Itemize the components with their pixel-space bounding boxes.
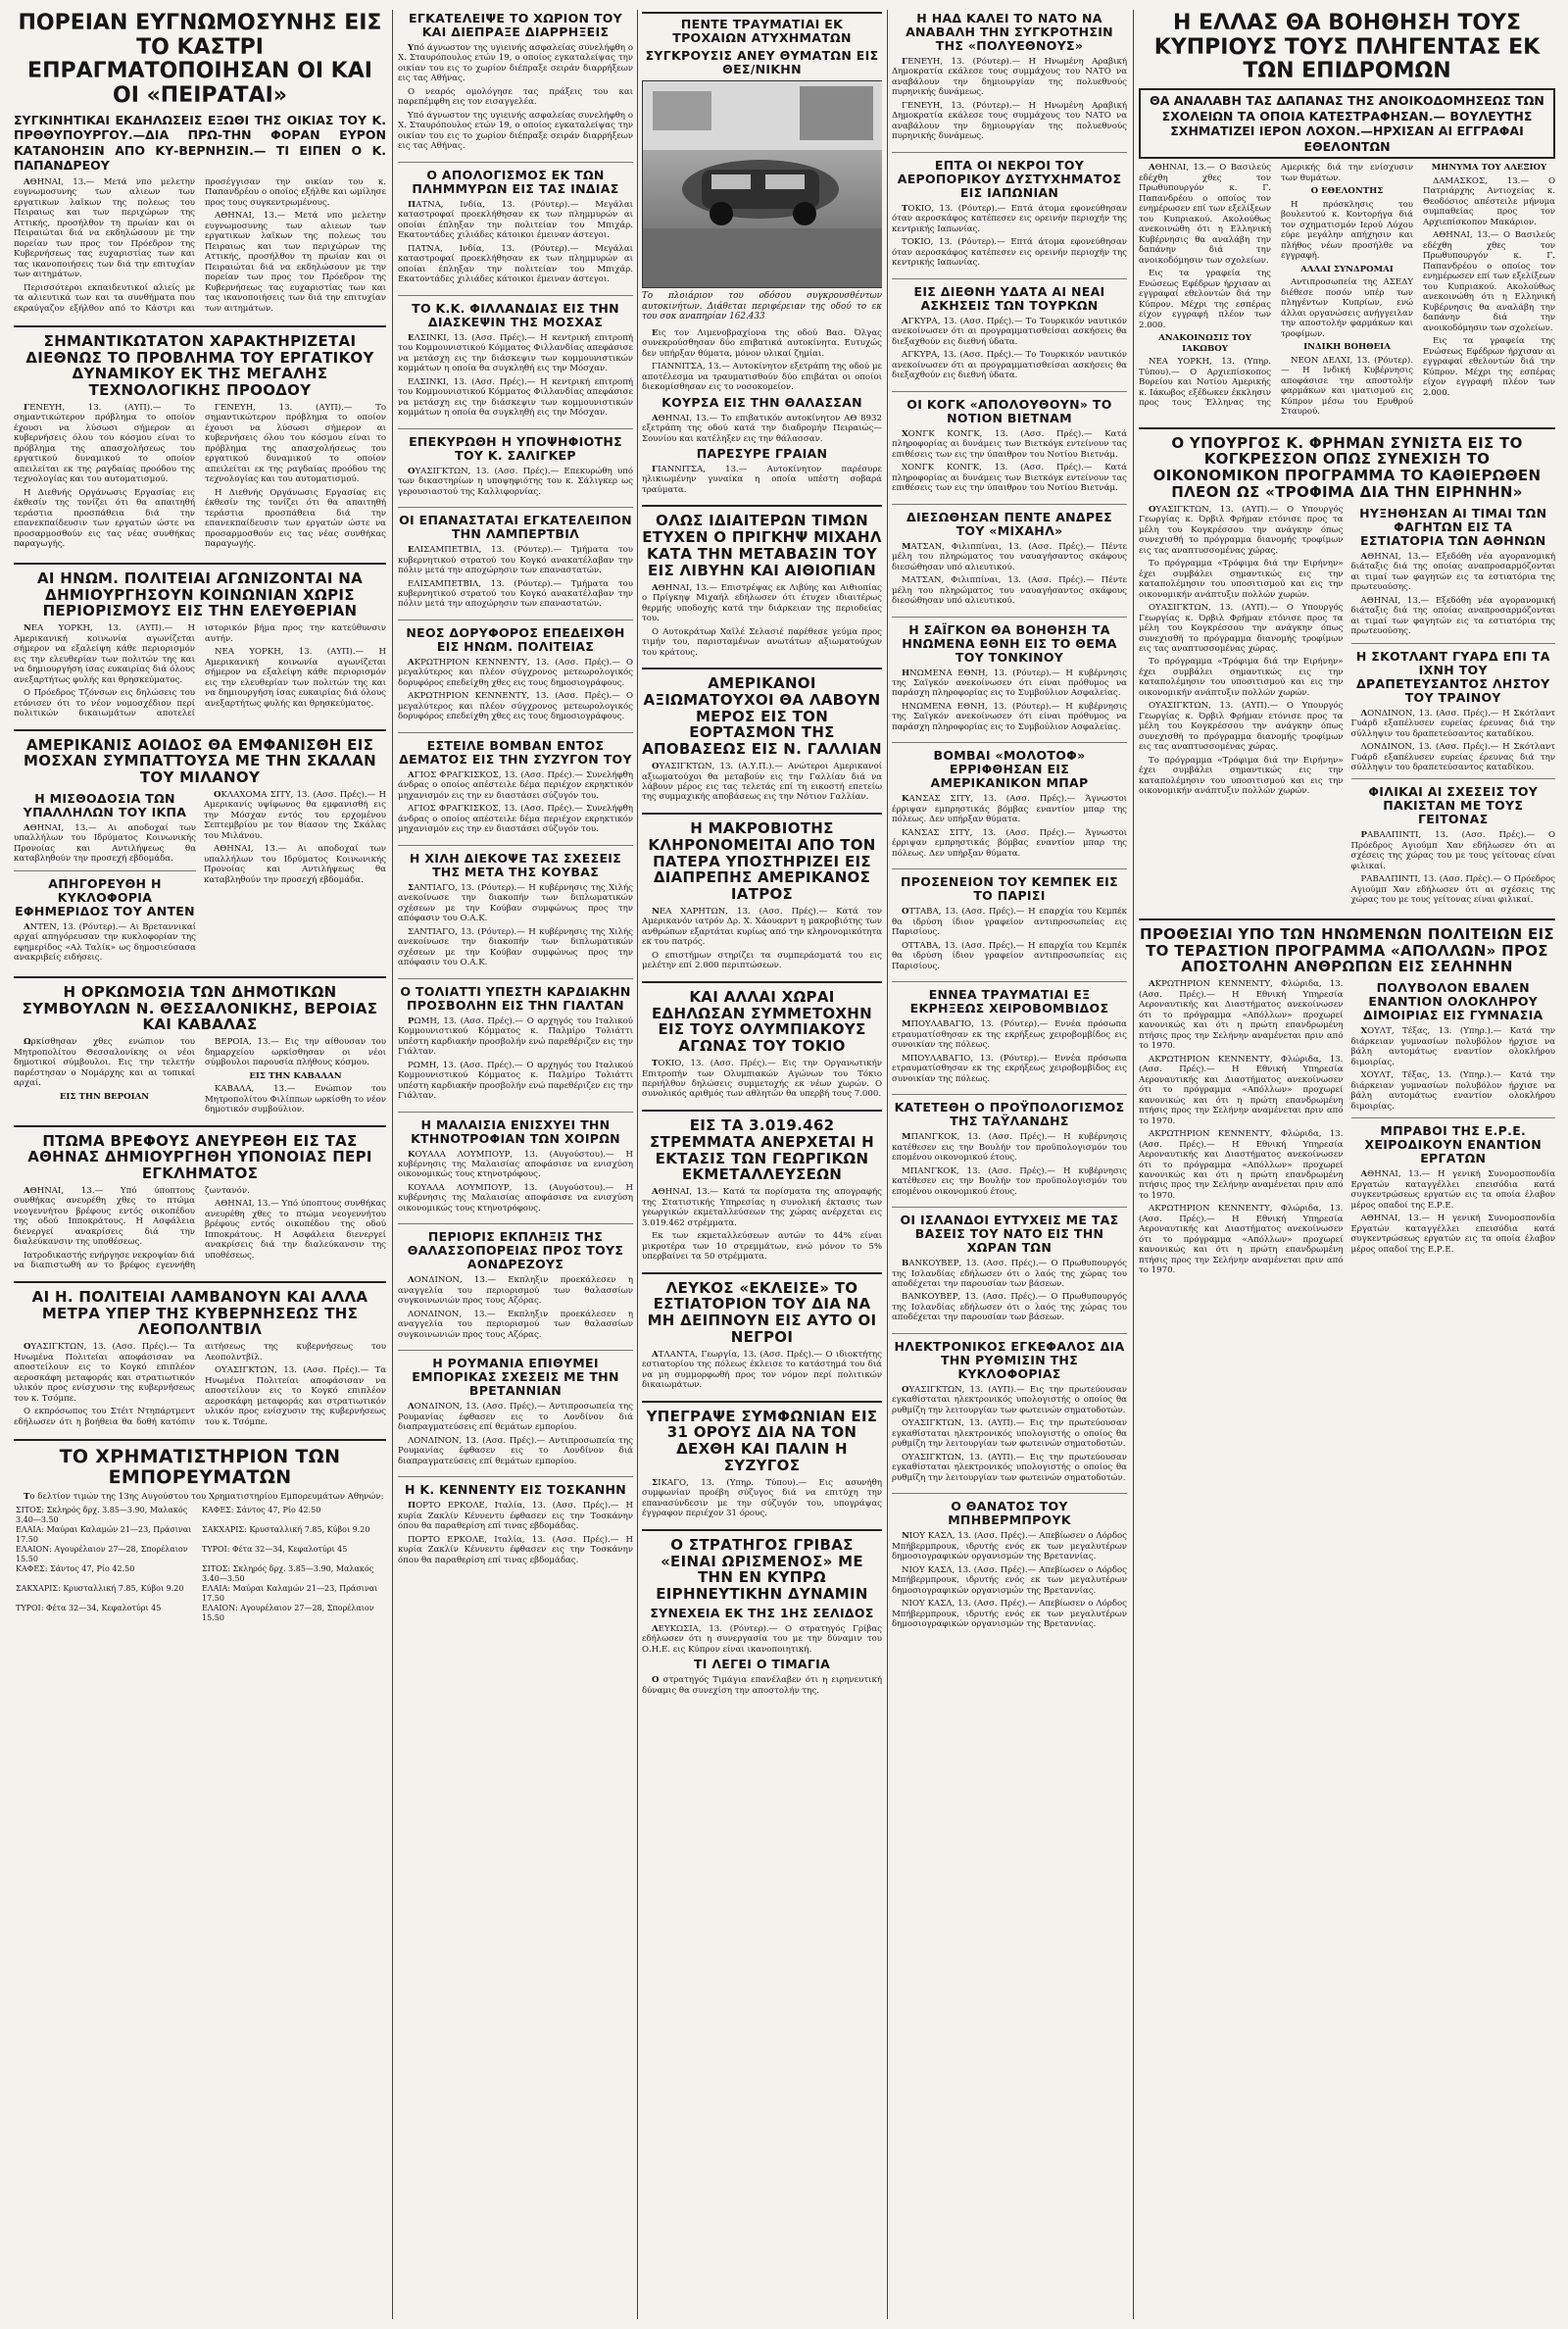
article-malaysia: Η ΜΑΛΑΙΣΙΑ ΕΝΙΣΧΥΕΙ ΤΗΝ ΚΤΗΝΟΤΡΟΦΙΑΝ ΤΩΝ ΧΟΙΡΩΝ ΚΟΥΑΛΑ ΛΟΥΜΠΟΥΡ, 13. (Αυγούστου).— Η κυβέρνησις της Μαλαισίας αποφάσισε να ενισχύση οικονομικώς τους κτηνοτρόφους. ΚΟΥΑΛΑ ΛΟΥΜΠΟΥΡ, 13. (Αυγούστου).— Η κυβέρνησις της Μαλαισίας αποφάσισε να ενισχύση οικονομικώς τους κτηνοτρόφους. — [398, 1116, 633, 1214]
headline: ΒΟΜΒΑΙ «ΜΟΛΟΤΟΦ» ΕΡΡΙΦΘΗΣΑΝ ΕΙΣ ΑΜΕΡΙΚΑΝΙΚΟΝ ΜΠΑΡ — [930, 748, 1089, 791]
headline: ΠΕΝΤΕ ΤΡΑΥΜΑΤΙΑΙ ΕΚ ΤΡΟΧΑΙΩΝ ΑΤΥΧΗΜΑΤΩΝ — [642, 12, 882, 45]
article-body: Ωρκίσθησαν χθες ενώπιον του Μητροπολίτου Θεσσαλονίκης οι νέοι δημοτικοί σύμβουλοι. Εις την τελετήν παρέστησαν ο Νομάρχης και αι τοπικαί αρχαί. ΕΙΣ ΤΗΝ ΒΕΡΟΙΑΝ ΒΕΡΟΙΑ, 13.— Εις την αίθουσαν του δημαρχείου ωρκίσθησαν οι νέοι σύμβουλοι παρουσία πλήθους κόσμου. ΕΙΣ ΤΗΝ ΚΑΒΑΛΑΝ ΚΑΒΑΛΑ, 13.— Ενώπιον του Μητροπολίτου Φιλίππων ωρκίσθη το νέον δημοτικόν συμβούλιον. — [14, 1037, 386, 1115]
column-rule — [637, 10, 638, 2319]
article-apollo: ΠΡΟΘΕΣΙΑΙ ΥΠΟ ΤΩΝ ΗΝΩΜΕΝΩΝ ΠΟΛΙΤΕΙΩΝ ΕΙΣ ΤΟ ΤΕΡΑΣΤΙΟΝ ΠΡΟΓΡΑΜΜΑ «ΑΠΟΛΛΩΝ» ΠΡΟΣ ΑΠΟΣΤΟΛΗΝ ΑΝΘΡΩΠΩΝ ΕΙΣ ΣΕΛΗΝΗΝ ΑΚΡΩΤΗΡΙΟΝ ΚΕΝΝΕΝΤΥ, Φλώριδα, 13. (Ασσ. Πρές).— Η Εθνική Υπηρεσία Αεροναυτικής και Διαστήματος ανεκοίνωσεν ότι το πρόγραμμα «Απόλλων» προχωρεί κανονικώς και ότι η πρώτη επανδρωμένη πτήσις προς την Σελήνην αναμένεται πριν από το 1970. ΑΚΡΩΤΗΡΙΟΝ ΚΕΝΝΕΝΤΥ, Φλώριδα, 13. (Ασσ. Πρές).— Η Εθνική Υπηρεσία Αεροναυτικής και Διαστήματος ανεκοίνωσεν ότι το πρόγραμμα «Απόλλων» προχωρεί κανονικώς και ότι η πρώτη επανδρωμένη πτήσις προς την Σελήνην αναμένεται πριν από το 1970. ΑΚΡΩΤΗΡΙΟΝ ΚΕΝΝΕΝΤΥ, Φλώριδα, 13. (Ασσ. Πρές).— Η Εθνική Υπηρεσία Αεροναυτικής και Διαστήματος ανεκοίνωσεν ότι το πρόγραμμα «Απόλλων» προχωρεί κανονικώς και ότι η πρώτη επανδρωμένη πτήσις προς την Σελήνην αναμένεται πριν από το 1970. ΑΚΡΩΤΗΡΙΟΝ ΚΕΝΝΕΝΤΥ, Φλώριδα, 13. (Ασσ. Πρές).— Η Εθνική Υπηρεσία Αεροναυτικής και Διαστήματος ανεκοίνωσεν ότι το πρόγραμμα «Απόλλων» προχωρεί κανονικώς και ότι η πρώτη επανδρωμένη πτήσις προς την Σελήνην αναμένεται πριν από το 1970. ΠΟΛΥΒΟΛΟΝ ΕΒΑΛΕΝ ΕΝΑΝΤΙΟΝ ΟΛΟΚΛΗΡΟΥ ΔΙΜΟΙΡΙΑΣ ΕΙΣ ΓΥΜΝΑΣΙΑ ΧΟΥΛΤ, Τέξας, 13. (Υπηρ.).— Κατά την διάρκειαν γυμνασίων πολυβόλον ήρχισε να βάλη αυτομάτως εναντίον ολοκλήρου διμοιρίας. ΧΟΥΛΤ, Τέξας, 13. (Υπηρ.).— Κατά την διάρκειαν γυμνασίων πολυβόλον ήρχισε να βάλη αυτομάτως εναντίον ολοκλήρου διμοιρίας. ΜΠΡΑΒΟΙ ΤΗΣ Ε.Ρ.Ε. ΧΕΙΡΟΔΙΚΟΥΝ ΕΝΑΝΤΙΟΝ ΕΡΓΑΤΩΝ ΑΘΗΝΑΙ, 13.— Η γενική Συνομοσπονδία Εργατών καταγγέλλει επεισόδια κατά συγκεντρώσεως εργατών εις τα οποία έλαβον μέρος οπαδοί της Ε.Ρ.Ε. ΑΘΗΝΑΙ, 13.— Η γενική Συνομοσπονδία Εργατών καταγγέλλει επεισόδια κατά συγκεντρώσεως εργατών εις τα οποία έλαβον μέρος οπαδοί της Ε.Ρ.Ε. — [1139, 924, 1555, 1276]
headline: ΠΤΩΜΑ ΒΡΕΦΟΥΣ ΑΝΕΥΡΕΘΗ ΕΙΣ ΤΑΣ ΑΘΗΝΑΣ ΔΗΜΙΟΥΡΓΗΘΗ ΥΠΟΝΟΙΑΣ ΠΕΡΙ ΕΓΚΛΗΜΑΤΟΣ — [27, 1131, 372, 1183]
article-labor — [14, 333, 386, 553]
divider — [14, 563, 386, 565]
article-salinger: ΕΠΕΚΥΡΩΘΗ Η ΥΠΟΨΗΦΙΟΤΗΣ ΤΟΥ Κ. ΣΑΛΙΓΚΕΡ ΟΥΑΣΙΓΚΤΩΝ, 13. (Ασσ. Πρές).— Επεκυρώθη υπό των δικαστηρίων η υποψηφιότης του κ. Σάλιγκερ ως γερουσιαστού της Καλλιφορνίας. — [398, 433, 633, 497]
article-togliatti: Ο ΤΟΛΙΑΤΤΙ ΥΠΕΣΤΗ ΚΑΡΔΙΑΚΗΝ ΠΡΟΣΒΟΛΗΝ ΕΙΣ ΤΗΝ ΓΙΑΛΤΑΝ ΡΩΜΗ, 13. (Ασσ. Πρές).— Ο αρχηγός του Ιταλικού Κομμουνιστικού Κόμματος κ. Παλμίρο Τολιάττι υπέστη καρδιακήν προσβολήν ενώ παρεθέριζεν εις την Γιάλταν. ΡΩΜΗ, 13. (Ασσ. Πρές).— Ο αρχηγός του Ιταλικού Κομμουνιστικού Κόμματος κ. Παλμίρο Τολιάττι υπέστη καρδιακήν προσβολήν ενώ παρεθέριζεν εις την Γιάλταν. — [398, 983, 633, 1102]
article-usa-freedom — [14, 570, 386, 719]
article-rescue: ΔΙΕΣΩΘΗΣΑΝ ΠΕΝΤΕ ΑΝΔΡΕΣ ΤΟΥ «ΜΙΧΑΗΛ» ΜΑΤΣΑΝ, Φιλιππίναι, 13. (Ασσ. Πρές).— Πέντε μέλη του πληρώματος του ναυαγήσαντος σκάφους διεσώθησαν υπό αλιευτικού. ΜΑΤΣΑΝ, Φιλιππίναι, 13. (Ασσ. Πρές).— Πέντε μέλη του πληρώματος του ναυαγήσαντος σκάφους διεσώθησαν υπό αλιευτικού. — [892, 509, 1127, 607]
crash-photo — [642, 80, 882, 288]
article-burglar: ΕΓΚΑΤΕΛΕΙΨΕ ΤΟ ΧΩΡΙΟΝ ΤΟΥ ΚΑΙ ΔΙΕΠΡΑΞΕ ΔΙΑΡΡΗΞΕΙΣ Υπό άγνωστον της υγιεινής ασφαλείας συνελήφθη ο Χ. Σταυρόπουλος ετών 19, ο οποίος εγκαταλείψας την οικίαν του εις το χωρίον διέπραξε σειράν διαρρήξεων εις τας Αθήνας. Ο νεαρός ομολόγησε τας πράξεις του και παρεπέμφθη εις τον εισαγγελέα. Υπό άγνωστον της υγιεινής ασφαλείας συνελήφθη ο Χ. Σταυρόπουλος ετών 19, ο οποίος εγκαταλείψας την οικίαν του εις το χωρίον διέπραξε σειράν διαρρήξεων εις τας Αθήνας. — [398, 11, 633, 152]
subheadline: ΤΙ ΛΕΓΕΙ Ο ΤΙΜΑΓΙΑ — [693, 1657, 831, 1672]
headline: ΚΑΤΕΤΕΘΗ Ο ΠΡΟΫΠΟΛΟΓΙΣΜΟΣ ΤΗΣ ΤΑΫΛΑΝΔΗΣ — [894, 1100, 1125, 1129]
headline: Η ΧΙΛΗ ΔΙΕΚΟΨΕ ΤΑΣ ΣΧΕΣΕΙΣ ΤΗΣ ΜΕΤΑ ΤΗΣ ΚΟΥΒΑΣ — [409, 850, 622, 879]
article-officials: ΑΜΕΡΙΚΑΝΟΙ ΑΞΙΩΜΑΤΟΥΧΟΙ ΘΑ ΛΑΒΟΥΝ ΜΕΡΟΣ ΕΙΣ ΤΟΝ ΕΟΡΤΑΣΜΟΝ ΤΗΣ ΑΠΟΒΑΣΕΩΣ ΕΙΣ Ν. ΓΑΛΛΙΑΝ ΟΥΑΣΙΓΚΤΩΝ, 13. (Α.Υ.Π.).— Ανώτεροι Αμερικανοί αξιωματούχοι θα μεταβούν εις την Γαλλίαν διά να λάβουν μέρος εις τας τελετάς επί τη εικοστή επετείω της συμμαχικής αποβάσεως εις την Νότιον Γαλλίαν. — [642, 674, 882, 803]
headline: ΠΡΟΣΕΝΕΙΟΝ ΤΟΥ ΚΕΜΠΕΚ ΕΙΣ ΤΟ ΠΑΡΙΣΙ — [901, 874, 1118, 904]
article-body: ΟΥΑΣΙΓΚΤΩΝ, 13. (Ασσ. Πρές).— Τα Ηνωμένα Πολιτείαι αποφάσισαν να αποστείλουν εις το Κογκό επιπλέον αεροσκάφη μεταφοράς και στρατιωτικόν υλικόν προς ενίσχυσιν της κυβερνήσεως του κ. Τσόμπε. Ο εκπρόσωπος του Στέιτ Ντηπάρτμεντ εδήλωσεν ότι η βοήθεια θα δοθή κατόπιν αιτήσεως της κυβερνήσεως του Λεοπολντβίλ. ΟΥΑΣΙΓΚΤΩΝ, 13. (Ασσ. Πρές).— Τα Ηνωμένα Πολιτείαι αποφάσισαν να αποστείλουν εις το Κογκό επιπλέον αεροσκάφη μεταφοράς και στρατιωτικόν υλικόν προς ενίσχυσιν της κυβερνήσεως του κ. Τσόμπε. — [14, 1342, 386, 1427]
column-rule — [887, 10, 888, 2319]
headline: ΤΟ Κ.Κ. ΦΙΛΛΑΝΔΙΑΣ ΕΙΣ ΤΗΝ ΔΙΑΣΚΕΨΙΝ ΤΗΣ ΜΟΣΧΑΣ — [412, 300, 619, 329]
headline: ΔΙΕΣΩΘΗΣΑΝ ΠΕΝΤΕ ΑΝΔΡΕΣ ΤΟΥ «ΜΙΧΑΗΛ» — [906, 509, 1112, 538]
headline: ΕΠΤΑ ΟΙ ΝΕΚΡΟΙ ΤΟΥ ΑΕΡΟΠΟΡΙΚΟΥ ΔΥΣΤΥΧΗΜΑΤΟΣ ΕΙΣ ΙΑΠΩΝΙΑΝ — [897, 157, 1122, 200]
article-turkish-navy: ΕΙΣ ΔΙΕΘΝΗ ΥΔΑΤΑ ΑΙ ΝΕΑΙ ΑΣΚΗΣΕΙΣ ΤΩΝ ΤΟΥΡΚΩΝ ΑΓΚΥΡΑ, 13. (Ασσ. Πρές).— Το Τουρκικόν ναυτικόν ανεκοίνωσεν ότι αι προγραμματισθείσαι ασκήσεις θα διεξαχθούν εις διεθνή ύδατα. ΑΓΚΥΡΑ, 13. (Ασσ. Πρές).— Το Τουρκικόν ναυτικόν ανεκοίνωσεν ότι αι προγραμματισθείσαι ασκήσεις θα διεξαχθούν εις διεθνή ύδατα. — [892, 283, 1127, 381]
article-japan-crash: ΕΠΤΑ ΟΙ ΝΕΚΡΟΙ ΤΟΥ ΑΕΡΟΠΟΡΙΚΟΥ ΔΥΣΤΥΧΗΜΑΤΟΣ ΕΙΣ ΙΑΠΩΝΙΑΝ ΤΟΚΙΟ, 13. (Ρόυτερ).— Επτά άτομα εφονεύθησαν όταν αεροσκάφος κατέπεσεν εις ορεινήν περιοχήν της κεντρικής Ιαπωνίας. ΤΟΚΙΟ, 13. (Ρόυτερ).— Επτά άτομα εφονεύθησαν όταν αεροσκάφος κατέπεσεν εις ορεινήν περιοχήν της κεντρικής Ιαπωνίας. — [892, 157, 1127, 269]
article-vietnam: ΟΙ ΚΟΓΚ «ΑΠΟΛΟΥΘΟΥΝ» ΤΟ ΝΟΤΙΟΝ ΒΙΕΤΝΑΜ ΧΟΝΓΚ ΚΟΝΓΚ, 13. (Ασσ. Πρές).— Κατά πληροφορίας αι δυνάμεις των Βιετκόγκ εντείνουν τας επιθέσεις των εις την ύπαιθρον του Νοτίου Βιετνάμ. ΧΟΝΓΚ ΚΟΝΓΚ, 13. (Ασσ. Πρές).— Κατά πληροφορίας αι δυνάμεις των Βιετκόγκ εντείνουν τας επιθέσεις των εις την ύπαιθρον του Νοτίου Βιετνάμ. — [892, 396, 1127, 494]
article-iceland: ΟΙ ΙΣΛΑΝΔΟΙ ΕΥΤΥΧΕΙΣ ΜΕ ΤΑΣ ΒΑΣΕΙΣ ΤΟΥ ΝΑΤΟ ΕΙΣ ΤΗΝ ΧΩΡΑΝ ΤΩΝ ΒΑΝΚΟΥΒΕΡ, 13. (Ασσ. Πρές).— Ο Πρωθυπουργός της Ισλανδίας εδήλωσεν ότι ο λαός της χώρας του αποδέχεται την παρουσίαν των βάσεων. ΒΑΝΚΟΥΒΕΡ, 13. (Ασσ. Πρές).— Ο Πρωθυπουργός της Ισλανδίας εδήλωσεν ότι ο λαός της χώρας του αποδέχεται την παρουσίαν των βάσεων. — [892, 1213, 1127, 1323]
headline: Η ΜΑΚΡΟΒΙΟΤΗΣ ΚΛΗΡΟΝΟΜΕΙΤΑΙ ΑΠΟ ΤΟΝ ΠΑΤΕΡΑ ΥΠΟΣΤΗΡΙΖΕΙ ΕΙΣ ΔΙΑΠΡΕΠΗΣ ΑΜΕΡΙΚΑΝΟΣ ΙΑΤΡΟΣ — [648, 818, 876, 904]
headline: ΕΓΚΑΤΕΛΕΙΨΕ ΤΟ ΧΩΡΙΟΝ ΤΟΥ ΚΑΙ ΔΙΕΠΡΑΞΕ ΔΙΑΡΡΗΞΕΙΣ — [408, 11, 623, 39]
divider — [14, 325, 386, 327]
article-traffic: ΠΕΝΤΕ ΤΡΑΥΜΑΤΙΑΙ ΕΚ ΤΡΟΧΑΙΩΝ ΑΤΥΧΗΜΑΤΩΝ ΣΥΓΚΡΟΥΣΙΣ ΑΝΕΥ ΘΥΜΑΤΩΝ ΕΙΣ ΘΕΣ/ΝΙΚΗΝ Το πλοιάριον του οδόσου συγκρουσθέντων αυτοκινήτων. Διάθεται περιφέρειαν της οδού το εκ του σοκ αναπηρίαν 162.433 Εις τον Λιμενοβραχίονα της οδού Βασ. Όλγας συνεκρούσθησαν δύο επιβατικά αυτοκίνητα. Ευτυχώς δεν υπήρξαν θύματα, μόνον υλικαί ζημίαι. ΓΙΑΝΝΙΤΣΑ, 13.— Αυτοκίνητον εξετράπη της οδού με αποτέλεσμα να τραυματισθούν δύο επιβάται οι οποίοι διεκομίσθησαν εις το νοσοκομείον. ΚΟΥΡΣΑ ΕΙΣ ΤΗΝ ΘΑΛΑΣΣΑΝ ΑΘΗΝΑΙ, 13.— Το επιβατικόν αυτοκίνητον ΑΘ 8932 εξετράπη της οδού κατά την διαδρομήν Πειραιώς—Σουνίου και κατέληξεν εις την θάλασσαν. ΠΑΡΕΣΥΡΕ ΓΡΑΙΑΝ ΓΙΑΝΝΙΤΣΑ, 13.— Αυτοκίνητον παρέσυρε ηλικιωμένην γυναίκα η οποία υπέστη σοβαρά τραύματα. — [642, 12, 882, 495]
article-saigon: Η ΣΑΪΓΚΟΝ ΘΑ ΒΟΗΘΗΣΗ ΤΑ ΗΝΩΜΕΝΑ ΕΘΝΗ ΕΙΣ ΤΟ ΘΕΜΑ ΤΟΥ ΤΟΝΚΙΝΟΥ ΗΝΩΜΕΝΑ ΕΘΝΗ, 13. (Ρόυτερ).— Η κυβέρνησις της Σαϊγκόν ανεκοίνωσεν ότι είναι πρόθυμος να παράσχη πληροφορίας εις το Συμβούλιον Ασφαλείας. ΗΝΩΜΕΝΑ ΕΘΝΗ, 13. (Ρόυτερ).— Η κυβέρνησις της Σαϊγκόν ανεκοίνωσεν ότι είναι πρόθυμος να παράσχη πληροφορίας εις το Συμβούλιον Ασφαλείας. — [892, 621, 1127, 732]
headline: ΤΟ ΧΡΗΜΑΤΙΣΤΗΡΙΟΝ ΤΩΝ ΕΜΠΟΡΕΥΜΑΤΩΝ — [59, 1445, 341, 1488]
article-satellite: ΝΕΟΣ ΔΟΡΥΦΟΡΟΣ ΕΠΕΔΕΙΧΘΗ ΕΙΣ ΗΝΩΜ. ΠΟΛΙΤΕΙΑΣ ΑΚΡΩΤΗΡΙΟΝ ΚΕΝΝΕΝΤΥ, 13. (Ασσ. Πρές).— Ο μεγαλύτερος και πλέον σύγχρονος μετεωρολογικός δορυφόρος επεδείχθη χθες εις τους δημοσιογράφους. ΑΚΡΩΤΗΡΙΟΝ ΚΕΝΝΕΝΤΥ, 13. (Ασσ. Πρές).— Ο μεγαλύτερος και πλέον σύγχρονος μετεωρολογικός δορυφόρος επεδείχθη χθες εις τους δημοσιογράφους. — [398, 624, 633, 722]
headline: ΝΕΟΣ ΔΟΡΥΦΟΡΟΣ ΕΠΕΔΕΙΧΘΗ ΕΙΣ ΗΝΩΜ. ΠΟΛΙΤΕΙΑΣ — [406, 624, 625, 654]
column-5 — [1139, 10, 1555, 2323]
headline: Ο ΤΟΛΙΑΤΤΙ ΥΠΕΣΤΗ ΚΑΡΔΙΑΚΗΝ ΠΡΟΣΒΟΛΗΝ ΕΙΣ ΤΗΝ ΓΙΑΛΤΑΝ — [400, 983, 631, 1013]
deck: ΣΥΓΚΙΝΗΤΙΚΑΙ ΕΚΔΗΛΩΣΕΙΣ ΕΞΩΘΙ ΤΗΣ ΟΙΚΙΑΣ ΤΟΥ Κ. ΠΡΘΘΥΠΟΥΡΓΟΥ.—ΔΙΑ ΠΡΩ-ΤΗΝ ΦΟΡΑΝ ΕΥΡΟΝ ΚΑΤΑΝΟΗΣΙΝ ΑΠΟ ΚΥ-ΒΕΡΝΗΣΙΝ.— ΤΙ ΕΙΠΕΝ Ο Κ. ΠΑΠΑΝΔΡΕΟΥ — [14, 112, 386, 173]
headline: ΣΥΓΚΡΟΥΣΙΣ ΑΝΕΥ ΘΥΜΑΤΩΝ ΕΙΣ ΘΕΣ/ΝΙΚΗΝ — [645, 48, 879, 76]
article-farms: ΕΙΣ ΤΑ 3.019.462 ΣΤΡΕΜΜΑΤΑ ΑΝΕΡΧΕΤΑΙ Η ΕΚΤΑΣΙΣ ΤΩΝ ΓΕΩΡΓΙΚΩΝ ΕΚΜΕΤΑΛΛΕΥΣΕΩΝ ΑΘΗΝΑΙ, 13.— Κατά τα πορίσματα της απογραφής της Στατιστικής Υπηρεσίας η συνολική έκτασις των γεωργικών εκμεταλλεύσεων της χώρας ανέρχεται εις 3.019.462 στρέμματα. Εκ των εκμεταλλεύσεων αυτών το 44% είναι μικροτέρα των 10 στρεμμάτων, ενώ μόνον το 5% υπερβαίνει τα 50 στρέμματα. — [642, 1115, 882, 1263]
headline: ΠΡΟΘΕΣΙΑΙ ΥΠΟ ΤΩΝ ΗΝΩΜΕΝΩΝ ΠΟΛΙΤΕΙΩΝ ΕΙΣ ΤΟ ΤΕΡΑΣΤΙΟΝ ΠΡΟΓΡΑΜΜΑ «ΑΠΟΛΛΩΝ» ΠΡΟΣ ΑΠΟΣΤΟΛΗΝ ΑΝΘΡΩΠΩΝ ΕΙΣ ΣΕΛΗΝΗΝ — [1140, 924, 1554, 976]
article-body: ΝΕΑ ΥΟΡΚΗ, 13. (ΑΥΠ).— Η Αμερικανική κοινωνία αγωνίζεται σήμερον να εξαλείψη κάθε περιορισμόν εις την ελευθερίαν των πολιτών της και να δημιουργήση ίσας ευκαιρίας διά όλους ανεξαρτήτως φυλής και θρησκεύματος. Ο Πρόεδρος Τζόνσων εις δηλώσεις του ετόνισεν ότι το νέον νομοσχέδιον περί πολιτικών δικαιωμάτων αποτελεί ιστορικόν βήμα προς την κατεύθυνσιν αυτήν. ΝΕΑ ΥΟΡΚΗ, 13. (ΑΥΠ).— Η Αμερικανική κοινωνία αγωνίζεται σήμερον να εξαλείψη κάθε περιορισμόν εις την ελευθερίαν των πολιτών της και να δημιουργήση ίσας ευκαιρίας διά όλους ανεξαρτήτως φυλής και θρησκεύματος. — [14, 623, 386, 719]
article-body: ΑΘΗΝΑΙ, 13.— Ο Βασιλεύς εδέχθη χθες τον Πρωθυπουργόν κ. Γ. Παπανδρέου ο οποίος τον ενημέρωσεν επί των εξελίξεων του Κυπριακού. Ακολούθως ανεκοινώθη ότι η Ελληνική Κυβέρνησις θα αναλάβη την δαπάνην διά την ανοικοδόμησιν των σχολείων. Εις τα γραφεία της Ενώσεως Εφέδρων ήρχισαν αι εγγραφαί εθελοντών διά την Κύπρον. Μέχρι της εσπέρας είχον εγγραφή πλέον των 2.000. ΑΝΑΚΟΙΝΩΣΙΣ ΤΟΥ ΙΑΚΩΒΟΥ ΝΕΑ ΥΟΡΚΗ, 13. (Υπηρ. Τύπου).— Ο Αρχιεπίσκοπος Βορείου και Νοτίου Αμερικής κ. Ιάκωβος εξέδωκεν έκκλησιν προς τους Έλληνας της Αμερικής διά την ενίσχυσιν των θυμάτων. Ο ΕΘΕΛΟΝΤΗΣ Η πρόσκλησις του βουλευτού κ. Κοντορήγα διά τον σχηματισμόν Ιερού Λόχου εύρε μεγάλην απήχησιν και πλήθος νέων προσήλθε να εγγραφή. ΑΛΛΑΙ ΣΥΝΔΡΟΜΑΙ Αντιπροσωπεία της ΑΣΕΔΥ διέθεσε ποσόν υπέρ των πληγέντων Κυπρίων, ενώ άλλαι οργανώσεις ανήγγειλαν την αποστολήν φαρμάκων και τροφίμων. ΙΝΔΙΚΗ ΒΟΗΘΕΙΑ ΝΕΟΝ ΔΕΛΧΙ, 13. (Ρόυτερ).— Η Ινδική Κυβέρνησις αποφάσισε την αποστολήν φαρμάκων και ιματισμού εις Κύπρον μέσω του Ερυθρού Σταυρού. ΜΗΝΥΜΑ ΤΟΥ ΑΛΕΞΙΟΥ ΔΑΜΑΣΚΟΣ, 13.— Ο Πατριάρχης Αντιοχείας κ. Θεοδόσιος απέστειλε μήνυμα συμπαθείας προς τον Αρχιεπίσκοπον Μακάριον. ΑΘΗΝΑΙ, 13.— Ο Βασιλεύς εδέχθη χθες τον Πρωθυπουργόν κ. Γ. Παπανδρέου ο οποίος τον ενημέρωσεν επί των εξελίξεων του Κυπριακού. Ακολούθως ανεκοινώθη ότι η Ελληνική Κυβέρνησις θα αναλάβη την δαπάνην διά την ανοικοδόμησιν των σχολείων. Εις τα γραφεία της Ενώσεως Εφέδρων ήρχισαν αι εγγραφαί εθελοντών διά την Κύπρον. Μέχρι της εσπέρας είχον εγγραφή πλέον των 2.000. — [1139, 163, 1555, 418]
headline: ΜΠΡΑΒΟΙ ΤΗΣ Ε.Ρ.Ε. ΧΕΙΡΟΔΙΚΟΥΝ ΕΝΑΝΤΙΟΝ ΕΡΓΑΤΩΝ — [1364, 1123, 1543, 1166]
article-thailand: ΚΑΤΕΤΕΘΗ Ο ΠΡΟΫΠΟΛΟΓΙΣΜΟΣ ΤΗΣ ΤΑΫΛΑΝΔΗΣ ΜΠΑΝΓΚΟΚ, 13. (Ασσ. Πρές).— Η κυβέρνησις κατέθεσεν εις την Βουλήν τον προϋπολογισμόν του επομένου οικονομικού έτους. ΜΠΑΝΓΚΟΚ, 13. (Ασσ. Πρές).— Η κυβέρνησις κατέθεσεν εις την Βουλήν τον προϋπολογισμόν του επομένου οικονομικού έτους. — [892, 1100, 1127, 1197]
headline: Η ΜΑΛΑΙΣΙΑ ΕΝΙΣΧΥΕΙ ΤΗΝ ΚΤΗΝΟΤΡΟΦΙΑΝ ΤΩΝ ΧΟΙΡΩΝ — [411, 1116, 620, 1146]
headline: ΕΙΣ ΤΑ 3.019.462 ΣΤΡΕΜΜΑΤΑ ΑΝΕΡΧΕΤΑΙ Η ΕΚΤΑΣΙΣ ΤΩΝ ΓΕΩΡΓΙΚΩΝ ΕΚΜΕΤΑΛΛΕΥΣΕΩΝ — [650, 1115, 874, 1184]
article-restaurant: ΛΕΥΚΟΣ «ΕΚΛΕΙΣΕ» ΤΟ ΕΣΤΙΑΤΟΡΙΟΝ ΤΟΥ ΔΙΑ ΝΑ ΜΗ ΔΕΙΠΝΟΥΝ ΕΙΣ ΑΥΤΟ ΟΙ ΝΕΓΡΟΙ ΑΤΛΑΝΤΑ, Γεωργία, 13. (Ασσ. Πρές).— Ο ιδιοκτήτης εστιατορίου της πόλεως έκλεισε το κατάστημά του διά να μη συμμορφωθή προς τον νόμον περί πολιτικών δικαιωμάτων. — [642, 1278, 882, 1391]
column-1 — [14, 10, 386, 2323]
subheadline: Η ΜΙΣΘΟΔΟΣΙΑ ΤΩΝ ΥΠΑΛΛΗΛΩΝ ΤΟΥ ΙΚΠΑ — [23, 790, 187, 819]
headline: ΠΟΛΥΒΟΛΟΝ ΕΒΑΛΕΝ ΕΝΑΝΤΙΟΝ ΟΛΟΚΛΗΡΟΥ ΔΙΜΟΙΡΙΑΣ ΕΙΣ ΓΥΜΝΑΣΙΑ — [1362, 980, 1544, 1023]
headline: ΚΟΥΡΣΑ ΕΙΣ ΤΗΝ ΘΑΛΑΣΣΑΝ — [662, 394, 862, 410]
headline: ΗΛΕΚΤΡΟΝΙΚΟΣ ΕΓΚΕΦΑΛΟΣ ΔΙΑ ΤΗΝ ΡΥΘΜΙΣΙΝ ΤΗΣ ΚΥΚΛΟΦΟΡΙΑΣ — [894, 1338, 1125, 1381]
article-lambertville: ΟΙ ΕΠΑΝΑΣΤΑΤΑΙ ΕΓΚΑΤΕΛΕΙΠΟΝ ΤΗΝ ΛΑΜΠΕΡΤΒΙΛ ΕΛΙΣΑΜΠΕΤΒΙΛ, 13. (Ρόυτερ).— Τμήματα του κυβερνητικού στρατού του Κογκό ανακατέλαβαν την πόλιν μετά την αποχώρησιν των επαναστατών. ΕΛΙΣΑΜΠΕΤΒΙΛ, 13. (Ρόυτερ).— Τμήματα του κυβερνητικού στρατού του Κογκό ανακατέλαβαν την πόλιν μετά την αποχώρησιν των επαναστατών. — [398, 513, 633, 610]
article-body: ΑΘΗΝΑΙ, 13.— Μετά νπο μελετην ευγνωμοσυνης των αλιεων των εργατικων λαϊκων της πολεως του Πειραιως και των περιχώρων της Αττικής, προσήλθον τη πρωίαν και οι Πειραιώται διά να εκδηλώσουν με την πορείαν των προς τον Πρόεδρον της Κυβερνήσεως τας ευχαριστίας των και τας ικανοποιήσεις των διά την επιτυχίαν των αιτημάτων. Περισσότεροι εκπαιδευτικοί αλιείς με τα αλιευτικά των και τα συνθήματα που εκραύγαζον εξήλθον από το Κάστρι και προσέγγισαν την οικίαν του κ. Παπανδρέου ο οποίος εξήλθε και ωμίλησε προς τους συγκεντρωμένους. ΑΘΗΝΑΙ, 13.— Μετά νπο μελετην ευγνωμοσυνης των αλιεων των εργατικων λαϊκων της πολεως του Πειραιως και των περιχώρων της Αττικής, προσήλθον τη πρωίαν και οι Πειραιώται διά να εκδηλώσουν με την πορείαν των προς τον Πρόεδρον της Κυβερνήσεως τας ευχαριστίας των και τας ικανοποιήσεις των διά την επιτυχίαν των αιτημάτων. — [14, 177, 386, 314]
headline: Η ΣΚΟΤΛΑΝΤ ΓΥΑΡΔ ΕΠΙ ΤΑ ΙΧΝΗ ΤΟΥ ΔΡΑΠΕΤΕΥΣΑΝΤΟΣ ΛΗΣΤΟΥ ΤΟΥ ΤΡΑΙΝΟΥ — [1355, 648, 1550, 705]
article-freeman: Ο ΥΠΟΥΡΓΟΣ Κ. ΦΡΗΜΑΝ ΣΥΝΙΣΤΑ ΕΙΣ ΤΟ ΚΟΓΚΡΕΣΣΟΝ ΟΠΩΣ ΣΥΝΕΧΙΣΗ ΤΟ ΟΙΚΟΝΟΜΙΚΟΝ ΠΡΟΓΡΑΜΜΑ ΤΟ ΚΑΘΙΕΡΩΘΕΝ ΠΛΕΟΝ ΩΣ «ΤΡΟΦΙΜΑ ΔΙΑ ΤΗΝ ΕΙΡΗΝΗΝ» ΟΥΑΣΙΓΚΤΩΝ, 13. (ΑΥΠ).— Ο Υπουργός Γεωργίας κ. Όρβιλ Φρήμαν ετόνισε προς τα μέλη του Κογκρέσσου την ανάγκην όπως συνεχισθή το πρόγραμμα διανομής τροφίμων εις τας αναπτυσσομένας χώρας. Το πρόγραμμα «Τρόφιμα διά την Ειρήνην» έχει συμβάλει σημαντικώς εις την καταπολέμησιν του υποσιτισμού και εις την οικονομικήν ανάπτυξιν πολλών χωρών. ΟΥΑΣΙΓΚΤΩΝ, 13. (ΑΥΠ).— Ο Υπουργός Γεωργίας κ. Όρβιλ Φρήμαν ετόνισε προς τα μέλη του Κογκρέσσου την ανάγκην όπως συνεχισθή το πρόγραμμα διανομής τροφίμων εις τας αναπτυσσομένας χώρας. Το πρόγραμμα «Τρόφιμα διά την Ειρήνην» έχει συμβάλει σημαντικώς εις την καταπολέμησιν του υποσιτισμού και εις την οικονομικήν ανάπτυξιν πολλών χωρών. ΟΥΑΣΙΓΚΤΩΝ, 13. (ΑΥΠ).— Ο Υπουργός Γεωργίας κ. Όρβιλ Φρήμαν ετόνισε προς τα μέλη του Κογκρέσσου την ανάγκην όπως συνεχισθή το πρόγραμμα διανομής τροφίμων εις τας αναπτυσσομένας χώρας. Το πρόγραμμα «Τρόφιμα διά την Ειρήνην» έχει συμβάλει σημαντικώς εις την καταπολέμησιν του υποσιτισμού και εις την οικονομικήν ανάπτυξιν πολλών χωρών. ΗΥΞΗΘΗΣΑΝ ΑΙ ΤΙΜΑΙ ΤΩΝ ΦΑΓΗΤΩΝ ΕΙΣ ΤΑ ΕΣΤΙΑΤΟΡΙΑ ΤΩΝ ΑΘΗΝΩΝ ΑΘΗΝΑΙ, 13.— Εξεδόθη νέα αγορανομική διάταξις διά της οποίας αναπροσαρμόζονται αι τιμαί των φαγητών εις τα εστιατόρια της πρωτευούσης. ΑΘΗΝΑΙ, 13.— Εξεδόθη νέα αγορανομική διάταξις διά της οποίας αναπροσαρμόζονται αι τιμαί των φαγητών εις τα εστιατόρια της πρωτευούσης. Η ΣΚΟΤΛΑΝΤ ΓΥΑΡΔ ΕΠΙ ΤΑ ΙΧΝΗ ΤΟΥ ΔΡΑΠΕΤΕΥΣΑΝΤΟΣ ΛΗΣΤΟΥ ΤΟΥ ΤΡΑΙΝΟΥ ΛΟΝΔΙΝΟΝ, 13. (Ασσ. Πρές).— Η Σκότλαντ Γυάρδ εξαπέλυσεν ευρείας έρευνας διά την σύλληψιν του δραπετεύσαντος καταδίκου. ΛΟΝΔΙΝΟΝ, 13. (Ασσ. Πρές).— Η Σκότλαντ Γυάρδ εξαπέλυσεν ευρείας έρευνας διά την σύλληψιν του δραπετεύσαντος καταδίκου. ΦΙΛΙΚΑΙ ΑΙ ΣΧΕΣΕΙΣ ΤΟΥ ΠΑΚΙΣΤΑΝ ΜΕ ΤΟΥΣ ΓΕΙΤΟΝΑΣ ΡΑΒΑΛΠΙΝΤΙ, 13. (Ασσ. Πρές).— Ο Πρόεδρος Αγιούμπ Χαν εδήλωσεν ότι αι σχέσεις της χώρας του με τους γείτονας είναι φιλικαί. ΡΑΒΑΛΠΙΝΤΙ, 13. (Ασσ. Πρές).— Ο Πρόεδρος Αγιούμπ Χαν εδήλωσεν ότι αι σχέσεις της χώρας του με τους γείτονας είναι φιλικαί. — [1139, 433, 1555, 906]
article-infant — [14, 1133, 386, 1271]
headline: Η Κ. ΚΕΝΝΕΝΤΥ ΕΙΣ ΤΟΣΚΑΝΗΝ — [405, 1482, 626, 1498]
subheadline: ΣΥΝΕΧΕΙΑ ΕΚ ΤΗΣ 1ΗΣ ΣΕΛΙΔΟΣ — [650, 1605, 874, 1620]
article-kennedy: Η Κ. ΚΕΝΝΕΝΤΥ ΕΙΣ ΤΟΣΚΑΝΗΝ ΠΟΡΤΟ ΕΡΚΟΛΕ, Ιταλία, 13. (Ασσ. Πρές).— Η κυρία Ζακλίν Κέννεντυ έφθασεν εις την Τοσκάνην όπου θα παραθερίση επί τινας εβδομάδας. ΠΟΡΤΟ ΕΡΚΟΛΕ, Ιταλία, 13. (Ασσ. Πρές).— Η κυρία Ζακλίν Κέννεντυ έφθασεν εις την Τοσκάνην όπου θα παραθερίση επί τινας εβδομάδας. — [398, 1482, 633, 1565]
headline: Η ΡΟΥΜΑΝΙΑ ΕΠΙΘΥΜΕΙ ΕΜΠΟΡΙΚΑΣ ΣΧΕΣΕΙΣ ΜΕ ΤΗΝ ΒΡΕΤΑΝΝΙΑΝ — [412, 1356, 619, 1399]
article-azores: ΠΕΡΙΟΡΙΣ ΕΚΠΛΗΞΙΣ ΤΗΣ ΘΑΛΑΣΣΟΠΟΡΕΙΑΣ ΠΡΟΣ ΤΟΥΣ ΑΟΝΔΡΕΖΟΥΣ ΛΟΝΔΙΝΟΝ, 13.— Εκπληξιν προεκάλεσεν η αναγγελία του περιορισμού των θαλασσίων συγκοινωνιών προς τους Αζόρας. ΛΟΝΔΙΝΟΝ, 13.— Εκπληξιν προεκάλεσεν η αναγγελία του περιορισμού των θαλασσίων συγκοινωνιών προς τους Αζόρας. — [398, 1229, 633, 1340]
photo-image — [643, 81, 882, 287]
article-longevity: Η ΜΑΚΡΟΒΙΟΤΗΣ ΚΛΗΡΟΝΟΜΕΙΤΑΙ ΑΠΟ ΤΟΝ ΠΑΤΕΡΑ ΥΠΟΣΤΗΡΙΖΕΙ ΕΙΣ ΔΙΑΠΡΕΠΗΣ ΑΜΕΡΙΚΑΝΟΣ ΙΑΤΡΟΣ ΝΕΑ ΧΑΡΗΤΩΝ, 13. (Ασσ. Πρές).— Κατά τον Αμερικανόν ιατρόν Δρ. Χ. Χάουαρντ η μακροβιότης των ανθρώπων εξαρτάται κυρίως από την κληρονομικότητα εκ του πατρός. Ο επιστήμων στηρίζει τα συμπεράσματά του εις μελέτην επί 2.000 περιπτώσεων. — [642, 818, 882, 971]
price-table: ΣΙΤΟΣ: Σκληρός δρχ. 3.85—3.90, Μαλακός 3.40—3.50 ΚΑΦΕΣ: Σάντος 47, Ρίο 42.50 ΕΛΑΙΑ: Μαύραι Καλαμών 21—23, Πράσιναι 17.50 ΣΑΚΧΑΡΙΣ: Κρυσταλλική 7.85, Κύβοι 9.20 ΕΛΑΙΟΝ: Αγουρέλαιον 27—28, Σπορέλαιον 15.50 ΤΥΡΟΙ: Φέτα 32—34, Κεφαλοτύρι 45 ΚΑΦΕΣ: Σάντος 47, Ρίο 42.50 ΣΙΤΟΣ: Σκληρός δρχ. 3.85—3.90, Μαλακός 3.40—3.50 ΣΑΚΧΑΡΙΣ: Κρυσταλλική 7.85, Κύβοι 9.20 ΕΛΑΙΑ: Μαύραι Καλαμών 21—23, Πράσιναι 17.50 ΤΥΡΟΙ: Φέτα 32—34, Κεφαλοτύρι 45 ΕΛΑΙΟΝ: Αγουρέλαιον 27—28, Σπορέλαιον 15.50 — [16, 1505, 378, 1622]
article-body: ΓΕΝΕΥΗ, 13. (ΑΥΠ).— Το σημαντικώτερον πρόβλημα το οποίον έχουσι να λύσωσι σήμερον αι κυβερνήσεις όλου του κόσμου είναι το πρόβλημα της απασχολήσεως του εργατικού δυναμικού το οποίον απειλείται εκ της ραγδαίας προόδου της τεχνολογίας και του αυτοματισμού. Η Διεθνής Οργάνωσις Εργασίας εις έκθεσίν της τονίζει ότι θα απαιτηθή τεράστια προσπάθεια διά την επανεκπαίδευσιν των εργατών ώστε να προσαρμοσθούν εις τας νέας συνθήκας παραγωγής. ΓΕΝΕΥΗ, 13. (ΑΥΠ).— Το σημαντικώτερον πρόβλημα το οποίον έχουσι να λύσωσι σήμερον αι κυβερνήσεις όλου του κόσμου είναι το πρόβλημα της απασχολήσεως του εργατικού δυναμικού το οποίον απειλείται εκ της ραγδαίας προόδου της τεχνολογίας και του αυτοματισμού. Η Διεθνής Οργάνωσις Εργασίας εις έκθεσίν της τονίζει ότι θα απαιτηθή τεράστια προσπάθεια διά την επανεκπαίδευσιν των εργατών ώστε να προσαρμοσθούν εις τας νέας συνθήκας παραγωγής. — [14, 402, 386, 550]
headline: ΟΛΩΣ ΙΔΙΑΙΤΕΡΩΝ ΤΙΜΩΝ ΕΤΥΧΕΝ Ο ΠΡΙΓΚΗΨ ΜΙΧΑΗΛ ΚΑΤΑ ΤΗΝ ΜΕΤΑΒΑΣΙΝ ΤΟΥ ΕΙΣ ΛΙΒΥΗΝ ΚΑΙ ΑΙΘΙΟΠΙΑΝ — [642, 512, 882, 579]
article-kastri — [14, 12, 386, 316]
column-2 — [398, 10, 633, 2323]
article-prince: ΟΛΩΣ ΙΔΙΑΙΤΕΡΩΝ ΤΙΜΩΝ ΕΤΥΧΕΝ Ο ΠΡΙΓΚΗΨ ΜΙΧΑΗΛ ΚΑΤΑ ΤΗΝ ΜΕΤΑΒΑΣΙΝ ΤΟΥ ΕΙΣ ΛΙΒΥΗΝ ΚΑΙ ΑΙΘΙΟΠΙΑΝ ΑΘΗΝΑΙ, 13.— Επιστρέψας εκ Λιβύης και Αιθιοπίας ο Πρίγκηψ Μιχαήλ εδήλωσεν ότι έτυχεν ιδιαιτέρως θερμής υποδοχής κατά την διάρκειαν της περιοδείας του. Ο Αυτοκράτωρ Χαϊλέ Σελασιέ παρέθεσε γεύμα προς τιμήν του, παρισταμένων ανωτάτων αξιωματούχων του κράτους. — [642, 512, 882, 658]
headline: ΕΣΤΕΙΛΕ ΒΟΜΒΑΝ ΕΝΤΟΣ ΔΕΜΑΤΟΣ ΕΙΣ ΤΗΝ ΣΥΖΥΓΟΝ ΤΟΥ — [399, 737, 632, 767]
headline: Η ΕΛΛΑΣ ΘΑ ΒΟΗΘΗΣΗ ΤΟΥΣ ΚΥΠΡΙΟΥΣ ΤΟΥΣ ΠΛΗΓΕΝΤΑΣ ΕΚ ΤΩΝ ΕΠΙΔΡΟΜΩΝ — [1153, 11, 1541, 84]
article-nato: Η ΗΑΔ ΚΑΛΕΙ ΤΟ ΝΑΤΟ ΝΑ ΑΝΑΒΑΛΗ ΤΗΝ ΣΥΓΚΡΟΤΗΣΙΝ ΤΗΣ «ΠΟΛΥΕΘΝΟΥΣ» ΓΕΝΕΥΗ, 13. (Ρόυτερ).— Η Ηνωμένη Αραβική Δημοκρατία εκάλεσε τους συμμάχους του ΝΑΤΟ να αναβάλουν την δημιουργίαν της πολυεθνούς πυρηνικής δυνάμεως. ΓΕΝΕΥΗ, 13. (Ρόυτερ).— Η Ηνωμένη Αραβική Δημοκρατία εκάλεσε τους συμμάχους του ΝΑΤΟ να αναβάλουν την δημιουργίαν της πολυεθνούς πυρηνικής δυνάμεως. — [892, 11, 1127, 142]
article-leopoldville — [14, 1289, 386, 1429]
photo-caption: Το πλοιάριον του οδόσου συγκρουσθέντων αυτοκινήτων. Διάθεται περιφέρειαν της οδού το εκ του σοκ αναπηρίαν 162.433 — [642, 291, 882, 322]
headline: ΑΙ Η. ΠΟΛΙΤΕΙΑΙ ΛΑΜΒΑΝΟΥΝ ΚΑΙ ΑΛΛΑ ΜΕΤΡΑ ΥΠΕΡ ΤΗΣ ΚΥΒΕΡΝΗΣΕΩΣ ΤΗΣ ΛΕΟΠΟΛΝΤΒΙΛ — [31, 1287, 368, 1339]
divider — [14, 1125, 386, 1127]
headline: ΦΙΛΙΚΑΙ ΑΙ ΣΧΕΣΕΙΣ ΤΟΥ ΠΑΚΙΣΤΑΝ ΜΕ ΤΟΥΣ ΓΕΙΤΟΝΑΣ — [1368, 784, 1539, 827]
article-chile: Η ΧΙΛΗ ΔΙΕΚΟΨΕ ΤΑΣ ΣΧΕΣΕΙΣ ΤΗΣ ΜΕΤΑ ΤΗΣ ΚΟΥΒΑΣ ΣΑΝΤΙΑΓΟ, 13. (Ρόυτερ).— Η κυβέρνησις της Χιλής ανεκοίνωσε την διακοπήν των διπλωματικών σχέσεων με την Κούβαν συμφώνως προς την απόφασιν του Ο.Α.Κ. ΣΑΝΤΙΑΓΟ, 13. (Ρόυτερ).— Η κυβέρνησις της Χιλής ανεκοίνωσε την διακοπήν των διπλωματικών σχέσεων με την Κούβαν συμφώνως προς την απόφασιν του Ο.Α.Κ. — [398, 850, 633, 968]
headline: ΟΙ ΚΟΓΚ «ΑΠΟΛΟΥΘΟΥΝ» ΤΟ ΝΟΤΙΟΝ ΒΙΕΤΝΑΜ — [906, 396, 1112, 425]
column-4 — [892, 10, 1127, 2323]
headline: ΠΕΡΙΟΡΙΣ ΕΚΠΛΗΞΙΣ ΤΗΣ ΘΑΛΑΣΣΟΠΟΡΕΙΑΣ ΠΡΟΣ ΤΟΥΣ ΑΟΝΔΡΕΖΟΥΣ — [407, 1229, 624, 1272]
headline: ΕΝΝΕΑ ΤΡΑΥΜΑΤΙΑΙ ΕΞ ΕΚΡΗΞΕΩΣ ΧΕΙΡΟΒΟΜΒΙΔΟΣ — [909, 987, 1109, 1016]
headline: Ο ΘΑΝΑΤΟΣ ΤΟΥ ΜΠΗΒΕΡΜΠΡΟΥΚ — [948, 1499, 1071, 1528]
article-grenade: ΕΝΝΕΑ ΤΡΑΥΜΑΤΙΑΙ ΕΞ ΕΚΡΗΞΕΩΣ ΧΕΙΡΟΒΟΜΒΙΔΟΣ ΜΠΟΥΛΑΒΑΓΙΟ, 13. (Ρόυτερ).— Εννέα πρόσωπα ετραυματίσθησαν εκ της εκρήξεως χειροβομβίδος εις συνοικίαν της πόλεως. ΜΠΟΥΛΑΒΑΓΙΟ, 13. (Ρόυτερ).— Εννέα πρόσωπα ετραυματίσθησαν εκ της εκρήξεως χειροβομβίδος εις συνοικίαν της πόλεως. — [892, 987, 1127, 1084]
headline: ΑΙ ΗΝΩΜ. ΠΟΛΙΤΕΙΑΙ ΑΓΩΝΙΖΟΝΤΑΙ ΝΑ ΔΗΜΙΟΥΡΓΗΣΟΥΝ ΚΟΙΝΩΝΙΑΝ ΧΩΡΙΣ ΠΕΡΙΟΡΙΣΜΟΥΣ ΕΙΣ ΤΗΝ ΕΛΕΥΘΕΡΙΑΝ — [36, 569, 364, 620]
article-romania: Η ΡΟΥΜΑΝΙΑ ΕΠΙΘΥΜΕΙ ΕΜΠΟΡΙΚΑΣ ΣΧΕΣΕΙΣ ΜΕ ΤΗΝ ΒΡΕΤΑΝΝΙΑΝ ΛΟΝΔΙΝΟΝ, 13. (Ασσ. Πρές).— Αντιπροσωπεία της Ρουμανίας έφθασεν εις το Λονδίνον διά διαπραγματεύσεις επί θεμάτων εμπορίου. ΛΟΝΔΙΝΟΝ, 13. (Ασσ. Πρές).— Αντιπροσωπεία της Ρουμανίας έφθασεν εις το Λονδίνον διά διαπραγματεύσεις επί θεμάτων εμπορίου. — [398, 1356, 633, 1466]
headline: ΛΕΥΚΟΣ «ΕΚΛΕΙΣΕ» ΤΟ ΕΣΤΙΑΤΟΡΙΟΝ ΤΟΥ ΔΙΑ ΝΑ ΜΗ ΔΕΙΠΝΟΥΝ ΕΙΣ ΑΥΤΟ ΟΙ ΝΕΓΡΟΙ — [647, 1278, 877, 1346]
headline: ΚΑΙ ΑΛΛΑΙ ΧΩΡΑΙ ΕΔΗΛΩΣΑΝ ΣΥΜΜΕΤΟΧΗΝ ΕΙΣ ΤΟΥΣ ΟΛΥΜΠΙΑΚΟΥΣ ΑΓΩΝΑΣ ΤΟΥ ΤΟΚΙΟ — [652, 987, 872, 1056]
article-bomb: ΕΣΤΕΙΛΕ ΒΟΜΒΑΝ ΕΝΤΟΣ ΔΕΜΑΤΟΣ ΕΙΣ ΤΗΝ ΣΥΖΥΓΟΝ ΤΟΥ ΑΓΙΟΣ ΦΡΑΓΚΙΣΚΟΣ, 13. (Ασσ. Πρές).— Συνελήφθη άνδρας ο οποίος απέστειλε δέμα περιέχον εκρηκτικόν μηχανισμόν εις την εν διαστάσει σύζυγόν του. ΑΓΙΟΣ ΦΡΑΓΚΙΣΚΟΣ, 13. (Ασσ. Πρές).— Συνελήφθη άνδρας ο οποίος απέστειλε δέμα περιέχον εκρηκτικόν μηχανισμόν εις την εν διαστάσει σύζυγόν του. — [398, 737, 633, 835]
article-molotov: ΒΟΜΒΑΙ «ΜΟΛΟΤΟΦ» ΕΡΡΙΦΘΗΣΑΝ ΕΙΣ ΑΜΕΡΙΚΑΝΙΚΟΝ ΜΠΑΡ ΚΑΝΣΑΣ ΣΙΤΥ, 13. (Ασσ. Πρές).— Άγνωστοι έρριψαν εμπρηστικάς βόμβας εναντίον μπαρ της πόλεως. Δεν υπήρξαν θύματα. ΚΑΝΣΑΣ ΣΙΤΥ, 13. (Ασσ. Πρές).— Άγνωστοι έρριψαν εμπρηστικάς βόμβας εναντίον μπαρ της πόλεως. Δεν υπήρξαν θύματα. — [892, 748, 1127, 859]
headline: ΕΠΕΚΥΡΩΘΗ Η ΥΠΟΨΗΦΙΟΤΗΣ ΤΟΥ Κ. ΣΑΛΙΓΚΕΡ — [409, 433, 622, 463]
headline: ΑΜΕΡΙΚΑΝΟΙ ΑΞΙΩΜΑΤΟΥΧΟΙ ΘΑ ΛΑΒΟΥΝ ΜΕΡΟΣ ΕΙΣ ΤΟΝ ΕΟΡΤΑΣΜΟΝ ΤΗΣ ΑΠΟΒΑΣΕΩΣ ΕΙΣ Ν. ΓΑΛΛΙΑΝ — [642, 674, 882, 759]
headline: ΗΥΞΗΘΗΣΑΝ ΑΙ ΤΙΜΑΙ ΤΩΝ ΦΑΓΗΤΩΝ ΕΙΣ ΤΑ ΕΣΤΙΑΤΟΡΙΑ ΤΩΝ ΑΘΗΝΩΝ — [1359, 505, 1547, 548]
subheadline: ΑΠΗΓΟΡΕΥΘΗ Η ΚΥΚΛΟΦΟΡΙΑ ΕΦΗΜΕΡΙΔΟΣ ΤΟΥ ΑΝΤΕΝ — [15, 875, 195, 918]
divider — [14, 1281, 386, 1283]
article-olympics: ΚΑΙ ΑΛΛΑΙ ΧΩΡΑΙ ΕΔΗΛΩΣΑΝ ΣΥΜΜΕΤΟΧΗΝ ΕΙΣ ΤΟΥΣ ΟΛΥΜΠΙΑΚΟΥΣ ΑΓΩΝΑΣ ΤΟΥ ΤΟΚΙΟ ΤΟΚΙΟ, 13. (Ασσ. Πρές).— Εις την Οργανωτικήν Επιτροπήν των Ολυμπιακών Αγώνων του Τόκιο περιήλθον δηλώσεις συμμετοχής εκ νέων χωρών. Ο συνολικός αριθμός των αθλητών θα υπερβή τους 7.000. — [642, 987, 882, 1100]
divider — [14, 1439, 386, 1441]
article-finland: ΤΟ Κ.Κ. ΦΙΛΛΑΝΔΙΑΣ ΕΙΣ ΤΗΝ ΔΙΑΣΚΕΨΙΝ ΤΗΣ ΜΟΣΧΑΣ ΕΛΣΙΝΚΙ, 13. (Ασσ. Πρές).— Η κεντρική επιτροπή του Κομμουνιστικού Κόμματος Φιλλανδίας απεφάσισε να μετάσχη εις την διάσκεψιν των κομμουνιστικών κομμάτων η οποία θα συγκληθή εις την Μόσχαν. ΕΛΣΙΝΚΙ, 13. (Ασσ. Πρές).— Η κεντρική επιτροπή του Κομμουνιστικού Κόμματος Φιλλανδίας απεφάσισε να μετάσχη εις την διάσκεψιν των κομμουνιστικών κομμάτων η οποία θα συγκληθή εις την Μόσχαν. — [398, 300, 633, 419]
divider — [14, 729, 386, 731]
headline: ΠΟΡΕΙΑΝ ΕΥΓΝΩΜΟΣΥΝΗΣ ΕΙΣ ΤΟ ΚΑΣΤΡΙ ΕΠΡΑΓΜΑΤΟΠΟΙΗΣΑΝ ΟΙ ΚΑΙ ΟΙ «ΠΕΙΡΑΤΑΙ» — [18, 11, 382, 108]
article-agreement: ΥΠΕΓΡΑΨΕ ΣΥΜΦΩΝΙΑΝ ΕΙΣ 31 ΟΡΟΥΣ ΔΙΑ ΝΑ ΤΟΝ ΔΕΧΘΗ ΚΑΙ ΠΑΛΙΝ Η ΣΥΖΥΓΟΣ ΣΙΚΑΓΟ, 13. (Υπηρ. Τύπου).— Εις ασυνήθη συμφωνίαν προέβη σύζυγος διά να επιτύχη την επανασύνδεσιν με την σύζυγόν του, υπογράψας έγγραφον περιέχον 31 όρους. — [642, 1407, 882, 1519]
deck: ΘΑ ΑΝΑΛΑΒΗ ΤΑΣ ΔΑΠΑΝΑΣ ΤΗΣ ΑΝΟΙΚΟΔΟΜΗΣΕΩΣ ΤΩΝ ΣΧΟΛΕΙΩΝ ΤΑ ΟΠΟΙΑ ΚΑΤΕΣΤΡΑΦΗΣΑΝ.— ΒΟΥΛΕΥΤΗΣ ΣΧΗΜΑΤΙΖΕΙ ΙΕΡΟΝ ΛΟΧΟΝ.—ΗΡΧΙΣΑΝ ΑΙ ΕΓΓΡΑΦΑΙ ΕΘΕΛΟΝΤΩΝ — [1139, 88, 1555, 160]
column-rule — [1133, 10, 1134, 2319]
headline: ΟΙ ΕΠΑΝΑΣΤΑΤΑΙ ΕΓΚΑΤΕΛΕΙΠΟΝ ΤΗΝ ΛΑΜΠΕΡΤΒΙΛ — [399, 513, 632, 542]
headline: ΣΗΜΑΝΤΙΚΩΤΑΤΟΝ ΧΑΡΑΚΤΗΡΙΖΕΤΑΙ ΔΙΕΘΝΩΣ ΤΟ ΠΡΟΒΛΗΜΑ ΤΟΥ ΕΡΓΑΤΙΚΟΥ ΔΥΝΑΜΙΚΟΥ ΕΚ ΤΗΣ ΜΕΓΑΛΗΣ ΤΕΧΝΟΛΟΓΙΚΗΣ ΠΡΟΟΔΟΥ — [25, 331, 374, 400]
column-rule — [392, 10, 393, 2319]
article-cyprus-aid — [1139, 12, 1555, 418]
article-floods: Ο ΑΠΟΛΟΓΙΣΜΟΣ ΕΚ ΤΩΝ ΠΛΗΜΜΥΡΩΝ ΕΙΣ ΤΑΣ ΙΝΔΙΑΣ ΠΑΤΝΑ, Ινδία, 13. (Ρόυτερ).— Μεγάλαι καταστροφαί προεκλήθησαν εκ των πλημμυρών αι οποίαι έπληξαν την πολιτείαν του Μπιχάρ. Εκατοντάδες χιλιάδες κάτοικοι έμειναν άστεγοι. ΠΑΤΝΑ, Ινδία, 13. (Ρόυτερ).— Μεγάλαι καταστροφαί προεκλήθησαν εκ των πλημμυρών αι οποίαι έπληξαν την πολιτείαν του Μπιχάρ. Εκατοντάδες χιλιάδες κάτοικοι έμειναν άστεγοι. — [398, 167, 633, 285]
article-traffic-computer: ΗΛΕΚΤΡΟΝΙΚΟΣ ΕΓΚΕΦΑΛΟΣ ΔΙΑ ΤΗΝ ΡΥΘΜΙΣΙΝ ΤΗΣ ΚΥΚΛΟΦΟΡΙΑΣ ΟΥΑΣΙΓΚΤΩΝ, 13. (ΑΥΠ).— Εις την πρωτεύουσαν εγκαθίσταται ηλεκτρονικός υπολογιστής ο οποίος θα ρυθμίζη την λειτουργίαν των φωτεινών σηματοδοτών. ΟΥΑΣΙΓΚΤΩΝ, 13. (ΑΥΠ).— Εις την πρωτεύουσαν εγκαθίσταται ηλεκτρονικός υπολογιστής ο οποίος θα ρυθμίζη την λειτουργίαν των φωτεινών σηματοδοτών. ΟΥΑΣΙΓΚΤΩΝ, 13. (ΑΥΠ).— Εις την πρωτεύουσαν εγκαθίσταται ηλεκτρονικός υπολογιστής ο οποίος θα ρυθμίζη την λειτουργίαν των φωτεινών σηματοδοτών. — [892, 1338, 1127, 1483]
headline: ΠΑΡΕΣΥΡΕ ΓΡΑΙΑΝ — [696, 446, 828, 461]
divider — [14, 976, 386, 978]
headline: Η ΗΑΔ ΚΑΛΕΙ ΤΟ ΝΑΤΟ ΝΑ ΑΝΑΒΑΛΗ ΤΗΝ ΣΥΓΚΡΟΤΗΣΙΝ ΤΗΣ «ΠΟΛΥΕΘΝΟΥΣ» — [906, 11, 1113, 53]
headline: ΑΜΕΡΙΚΑΝΙΣ ΑΟΙΔΟΣ ΘΑ ΕΜΦΑΝΙΣΘΗ ΕΙΣ ΜΟΣΧΑΝ ΣΥΜΠΑΤΤΟΥΣΑ ΜΕ ΤΗΝ ΣΚΑΛΑΝ ΤΟΥ ΜΙΛΑΝΟΥ — [23, 735, 377, 787]
headline: ΟΙ ΙΣΛΑΝΔΟΙ ΕΥΤΥΧΕΙΣ ΜΕ ΤΑΣ ΒΑΣΕΙΣ ΤΟΥ ΝΑΤΟ ΕΙΣ ΤΗΝ ΧΩΡΑΝ ΤΩΝ — [900, 1213, 1119, 1256]
article-beaverbrook: Ο ΘΑΝΑΤΟΣ ΤΟΥ ΜΠΗΒΕΡΜΠΡΟΥΚ ΝΙΟΥ ΚΑΣΛ, 13. (Ασσ. Πρές).— Απεβίωσεν ο Λόρδος Μπήβερμπρουκ, ιδρυτής ενός εκ των μεγαλυτέρων δημοσιογραφικών οργανισμών της Βρεταννίας. ΝΙΟΥ ΚΑΣΛ, 13. (Ασσ. Πρές).— Απεβίωσεν ο Λόρδος Μπήβερμπρουκ, ιδρυτής ενός εκ των μεγαλυτέρων δημοσιογραφικών οργανισμών της Βρεταννίας. ΝΙΟΥ ΚΑΣΛ, 13. (Ασσ. Πρές).— Απεβίωσεν ο Λόρδος Μπήβερμπρουκ, ιδρυτής ενός εκ των μεγαλυτέρων δημοσιογραφικών οργανισμών της Βρεταννίας. — [892, 1499, 1127, 1630]
headline: Ο ΑΠΟΛΟΓΙΣΜΟΣ ΕΚ ΤΩΝ ΠΛΗΜΜΥΡΩΝ ΕΙΣ ΤΑΣ ΙΝΔΙΑΣ — [412, 167, 619, 196]
headline: ΕΙΣ ΔΙΕΘΝΗ ΥΔΑΤΑ ΑΙ ΝΕΑΙ ΑΣΚΗΣΕΙΣ ΤΩΝ ΤΟΥΡΚΩΝ — [913, 283, 1105, 313]
headline: Ο ΥΠΟΥΡΓΟΣ Κ. ΦΡΗΜΑΝ ΣΥΝΙΣΤΑ ΕΙΣ ΤΟ ΚΟΓΚΡΕΣΣΟΝ ΟΠΩΣ ΣΥΝΕΧΙΣΗ ΤΟ ΟΙΚΟΝΟΜΙΚΟΝ ΠΡΟΓΡΑΜΜΑ ΤΟ ΚΑΘΙΕΡΩΘΕΝ ΠΛΕΟΝ ΩΣ «ΤΡΟΦΙΜΑ ΔΙΑ ΤΗΝ ΕΙΡΗΝΗΝ» — [1152, 433, 1542, 501]
article-grivas: Ο ΣΤΡΑΤΗΓΟΣ ΓΡΙΒΑΣ «ΕΙΝΑΙ ΩΡΙΣΜΕΝΟΣ» ΜΕ ΤΗΝ ΕΝ ΚΥΠΡΩ ΕΙΡΗΝΕΥΤΙΚΗΝ ΔΥΝΑΜΙΝ ΣΥΝΕΧΕΙΑ ΕΚ ΤΗΣ 1ΗΣ ΣΕΛΙΔΟΣ ΛΕΥΚΩΣΙΑ, 13. (Ρόυτερ).— Ο στρατηγός Γρίβας εδήλωσεν ότι η συνεργασία του με την δύναμιν του Ο.Η.Ε. εις Κύπρον είναι ικανοποιητική. ΤΙ ΛΕΓΕΙ Ο ΤΙΜΑΓΙΑ Ο στρατηγός Τιμάγια επανέλαβεν ότι η ειρηνευτική δύναμις θα συνεχίση την αποστολήν της. — [642, 1535, 882, 1696]
headline: Η ΟΡΚΩΜΟΣΙΑ ΤΩΝ ΔΗΜΟΤΙΚΩΝ ΣΥΜΒΟΥΛΩΝ Ν. ΘΕΣΣΑΛΟΝΙΚΗΣ, ΒΕΡΟΙΑΣ ΚΑΙ ΚΑΒΑΛΑΣ — [22, 982, 378, 1034]
article-quebec: ΠΡΟΣΕΝΕΙΟΝ ΤΟΥ ΚΕΜΠΕΚ ΕΙΣ ΤΟ ΠΑΡΙΣΙ ΟΤΤΑΒΑ, 13. (Ασσ. Πρές).— Η επαρχία του Κεμπέκ θα ιδρύση ίδιον γραφείον αντιπροσωπείας εις Παρισίους. ΟΤΤΑΒΑ, 13. (Ασσ. Πρές).— Η επαρχία του Κεμπέκ θα ιδρύση ίδιον γραφείον αντιπροσωπείας εις Παρισίους. — [892, 874, 1127, 971]
headline: Η ΣΑΪΓΚΟΝ ΘΑ ΒΟΗΘΗΣΗ ΤΑ ΗΝΩΜΕΝΑ ΕΘΝΗ ΕΙΣ ΤΟ ΘΕΜΑ ΤΟΥ ΤΟΝΚΙΝΟΥ — [902, 621, 1117, 665]
article-body: ΑΘΗΝΑΙ, 13.— Υπό ύποπτους συνθήκας ανευρέθη χθες το πτώμα νεογεννήτου βρέφους εντός οικοπέδου της οδού Ιπποκράτους. Η Ασφάλεια διενεργεί ανακρίσεις διά την διαλεύκανσιν της υποθέσεως. Ιατροδικαστής ενήργησε νεκροψίαν διά να διαπιστωθή αν το βρέφος εγεννήθη ζωντανόν. ΑΘΗΝΑΙ, 13.— Υπό ύποπτους συνθήκας ανευρέθη χθες το πτώμα νεογεννήτου βρέφους εντός οικοπέδου της οδού Ιπποκράτους. Η Ασφάλεια διενεργεί ανακρίσεις διά την διαλεύκανσιν της υποθέσεως. — [14, 1185, 386, 1271]
article-councils — [14, 984, 386, 1115]
headline: Ο ΣΤΡΑΤΗΓΟΣ ΓΡΙΒΑΣ «ΕΙΝΑΙ ΩΡΙΣΜΕΝΟΣ» ΜΕ ΤΗΝ ΕΝ ΚΥΠΡΩ ΕΙΡΗΝΕΥΤΙΚΗΝ ΔΥΝΑΜΙΝ — [656, 1535, 868, 1604]
article-commodities: ΤΟ ΧΡΗΜΑΤΙΣΤΗΡΙΟΝ ΤΩΝ ΕΜΠΟΡΕΥΜΑΤΩΝ Το δελτίον τιμών της 13ης Αυγούστου του Χρηματιστηρίου Εμπορευμάτων Αθηνών: ΣΙΤΟΣ: Σκληρός δρχ. 3.85—3.90, Μαλακός 3.40—3.50 ΚΑΦΕΣ: Σάντος 47, Ρίο 42.50 ΕΛΑΙΑ: Μαύραι Καλαμών 21—23, Πράσιναι 17.50 ΣΑΚΧΑΡΙΣ: Κρυσταλλική 7.85, Κύβοι 9.20 ΕΛΑΙΟΝ: Αγουρέλαιον 27—28, Σπορέλαιον 15.50 ΤΥΡΟΙ: Φέτα 32—34, Κεφαλοτύρι 45 ΚΑΦΕΣ: Σάντος 47, Ρίο 42.50 ΣΙΤΟΣ: Σκληρός δρχ. 3.85—3.90, Μαλακός 3.40—3.50 ΣΑΚΧΑΡΙΣ: Κρυσταλλική 7.85, Κύβοι 9.20 ΕΛΑΙΑ: Μαύραι Καλαμών 21—23, Πράσιναι 17.50 ΤΥΡΟΙ: Φέτα 32—34, Κεφαλοτύρι 45 ΕΛΑΙΟΝ: Αγουρέλαιον 27—28, Σπορέλαιον 15.50 — [14, 1447, 386, 1623]
column-3 — [642, 10, 882, 2323]
headline: ΥΠΕΓΡΑΨΕ ΣΥΜΦΩΝΙΑΝ ΕΙΣ 31 ΟΡΟΥΣ ΔΙΑ ΝΑ ΤΟΝ ΔΕΧΘΗ ΚΑΙ ΠΑΛΙΝ Η ΣΥΖΥΓΟΣ — [646, 1407, 878, 1475]
article-singer: ΑΜΕΡΙΚΑΝΙΣ ΑΟΙΔΟΣ ΘΑ ΕΜΦΑΝΙΣΘΗ ΕΙΣ ΜΟΣΧΑΝ ΣΥΜΠΑΤΤΟΥΣΑ ΜΕ ΤΗΝ ΣΚΑΛΑΝ ΤΟΥ ΜΙΛΑΝΟΥ Η ΜΙΣΘΟΔΟΣΙΑ ΤΩΝ ΥΠΑΛΛΗΛΩΝ ΤΟΥ ΙΚΠΑ ΑΘΗΝΑΙ, 13.— Αι αποδοχαί των υπαλλήλων του Ιδρύματος Κοινωνικής Προνοίας και Αντιλήψεως θα καταβληθούν την προσεχή εβδομάδα. ΑΠΗΓΟΡΕΥΘΗ Η ΚΥΚΛΟΦΟΡΙΑ ΕΦΗΜΕΡΙΔΟΣ ΤΟΥ ΑΝΤΕΝ ΑΝΤΕΝ, 13. (Ρόυτερ).— Αι Βρεταννικαί αρχαί απηγόρευσαν την κυκλοφορίαν της εφημερίδος «Αλ Ταλίκ» ως δημοσιεύσασα ανακριβείς ειδήσεις. ΟΚΛΑΧΟΜΑ ΣΙΤΥ, 13. (Ασσ. Πρές).— Η Αμερικανίς υψίφωνος θα εμφανισθή εις την Μόσχαν εντός του ερχομένου Σεπτεμβρίου με τον θίασον της Σκάλας του Μιλάνου. ΑΘΗΝΑΙ, 13.— Αι αποδοχαί των υπαλλήλων του Ιδρύματος Κοινωνικής Προνοίας και Αντιλήψεως θα καταβληθούν την προσεχή εβδομάδα. — [14, 735, 386, 964]
